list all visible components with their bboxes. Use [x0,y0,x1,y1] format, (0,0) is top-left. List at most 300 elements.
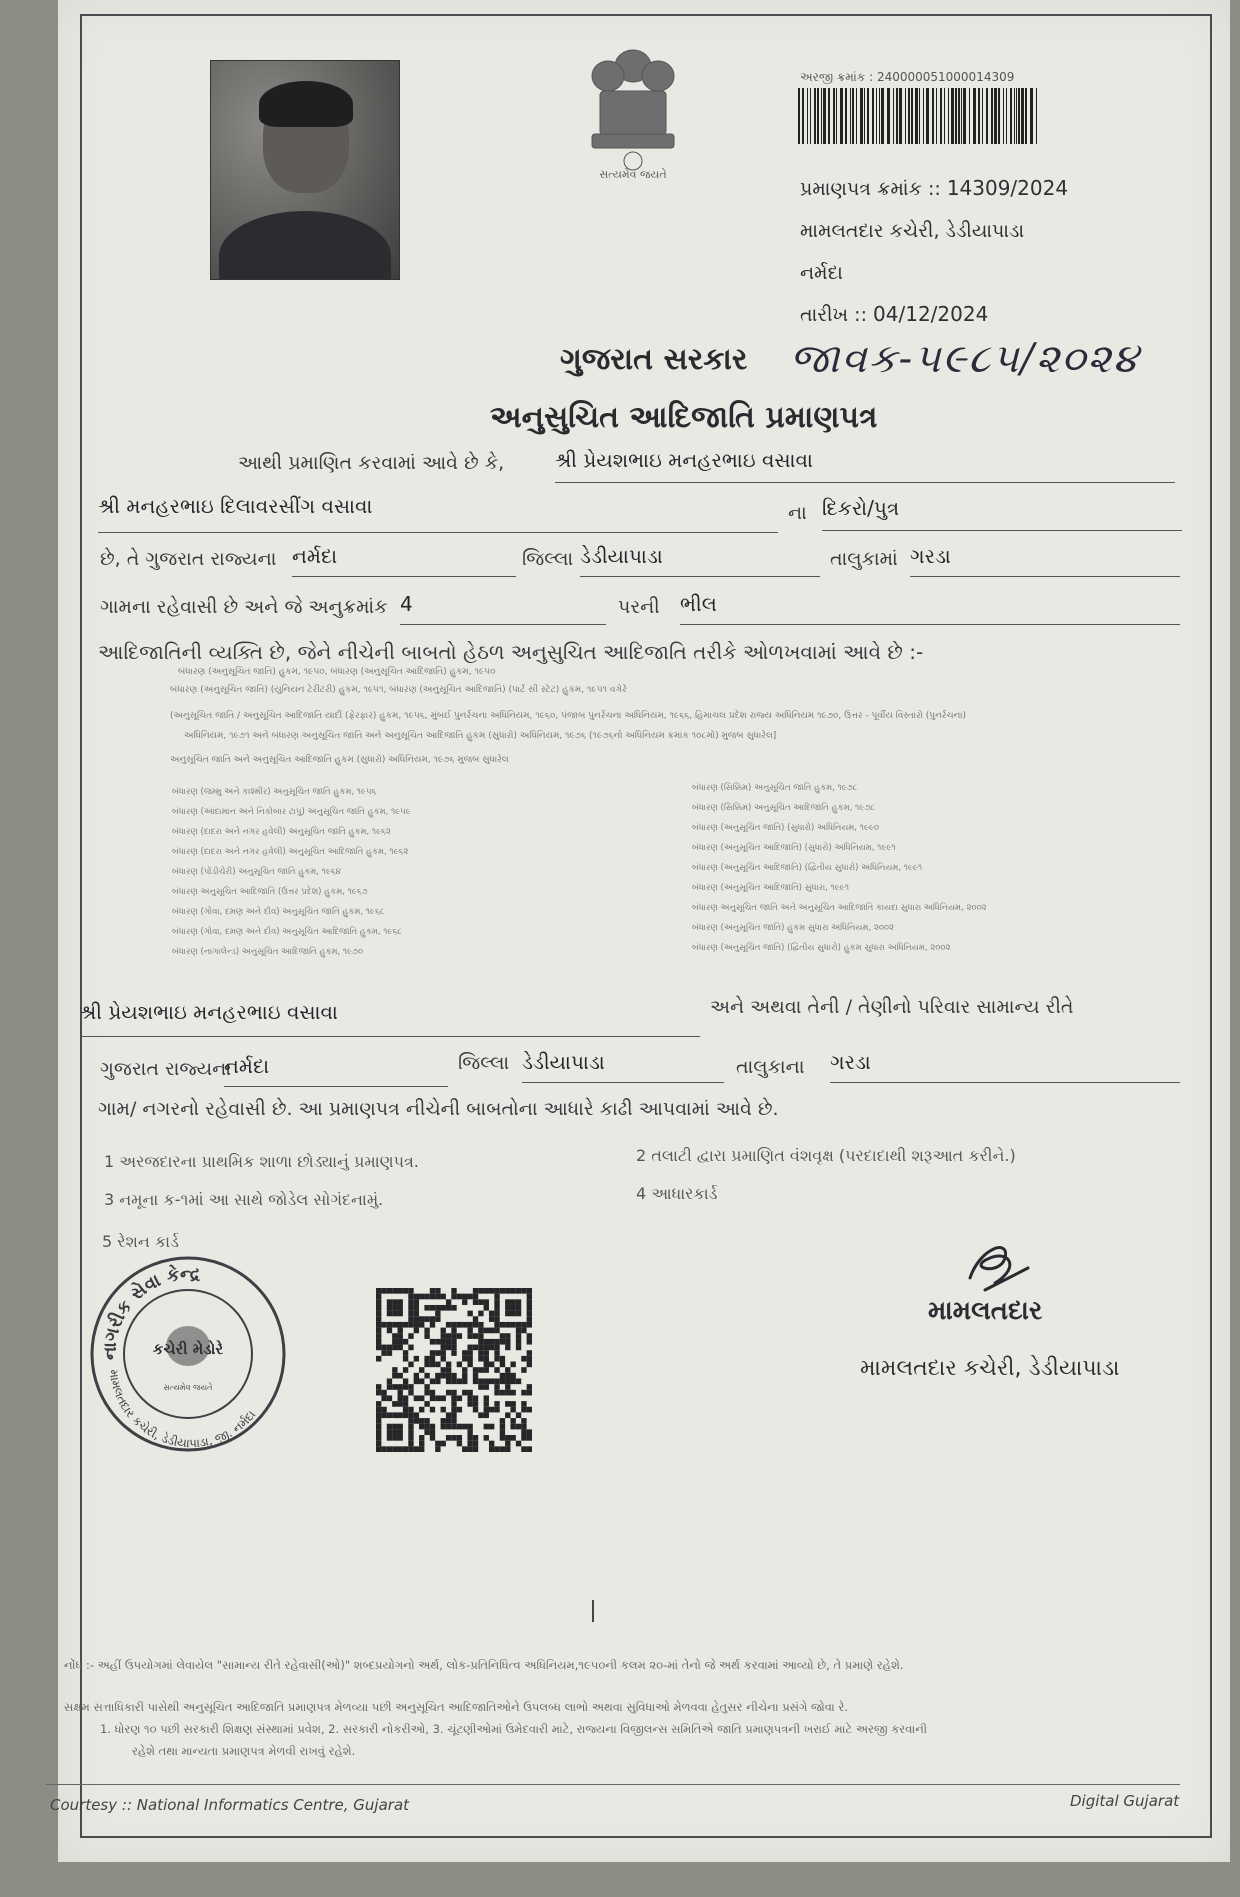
issuing-office: મામલતદાર કચેરી, ડેડીયાપાડા [800,220,1025,242]
qr-module [451,1333,456,1339]
barcode-bar [926,88,929,144]
qr-module [424,1424,429,1430]
qr-module [467,1435,472,1441]
qr-module [398,1299,403,1305]
qr-module [462,1378,467,1384]
qr-module [510,1418,515,1424]
qr-module [392,1435,397,1441]
note-line: રહેશે તથા માન્યતા પ્રમાણપત્ર મેળવી રાખવું રહેશે. [132,1744,356,1758]
qr-module [419,1322,424,1328]
barcode-bar [905,88,906,144]
barcode-bar [955,88,957,144]
district-label: જિલ્લા [522,548,574,570]
qr-module [510,1362,515,1368]
barcode-bar [923,88,924,144]
qr-module [500,1356,505,1362]
qr-module [527,1390,532,1396]
qr-module [484,1435,489,1441]
schedule-item: બંધારણ (નાગાલેન્ડ) અનુસૂચિત આદિજાતિ હુકમ, ૧૯૭૦ [172,947,364,957]
qr-module [387,1311,392,1317]
qr-module [505,1441,510,1447]
barcode-bar [814,88,816,144]
qr-module [376,1299,381,1305]
qr-module [462,1446,467,1452]
applicant-photo [210,60,400,280]
barcode-bar [1003,88,1004,144]
qr-module [398,1305,403,1311]
qr-module [462,1322,467,1328]
qr-module [484,1378,489,1384]
qr-module [467,1390,472,1396]
signatory-office: મામલતદાર કચેરી, ડેડીયાપાડા [860,1356,1120,1381]
qr-module [403,1395,408,1401]
qr-module [392,1446,397,1452]
village-value-2: ગરડા [830,1050,1180,1083]
qr-module [484,1395,489,1401]
qr-module [398,1311,403,1317]
qr-module [467,1311,472,1317]
qr-module [392,1384,397,1390]
national-emblem-icon [578,36,688,186]
qr-module [505,1373,510,1379]
qr-module [387,1378,392,1384]
qr-module [446,1367,451,1373]
qr-module [467,1401,472,1407]
qr-module [489,1316,494,1322]
family-text: અને અથવા તેની / તેણીનો પરિવાર સામાન્ય રીતે [710,996,1074,1018]
qr-module [414,1316,419,1322]
qr-module [398,1384,403,1390]
qr-module [419,1424,424,1430]
barcode-bar [963,88,966,144]
barcode-bar [998,88,1000,144]
qr-module [435,1311,440,1317]
qr-module [510,1435,515,1441]
qr-module [494,1378,499,1384]
qr-module [408,1299,413,1305]
qr-module [451,1288,456,1294]
qr-module [473,1299,478,1305]
qr-module [489,1311,494,1317]
qr-module [500,1333,505,1339]
qr-module [473,1316,478,1322]
resident-text: ગામના રહેવાસી છે અને જે અનુક્રમાંક [100,596,388,618]
barcode-bar [1006,88,1007,144]
qr-module [392,1424,397,1430]
schedule-item: બંધારણ (આંદામાન અને નિકોબાર ટાપુ) અનુસૂચિત જાતિ હુકમ, ૧૯૫૯ [172,807,411,817]
qr-module [510,1407,515,1413]
date-label: તારીખ :: [800,304,867,326]
qr-module [489,1362,494,1368]
schedule-item: બંધારણ અનુસૂચિત જાતિ અને અનુસૂચિત આદિજાતિ કાયદા સુધારા અધિનિયમ, ૨૦૦૨ [692,903,987,913]
barcode-bar [982,88,983,144]
qr-module [451,1407,456,1413]
schedule-item: બંધારણ (અનુસૂચિત જાતિ) હુકમ સુધારા અધિનિયમ, ૨૦૦૨ [692,923,894,933]
barcode-bar [852,88,854,144]
qr-module [494,1407,499,1413]
qr-module [424,1333,429,1339]
qr-module [516,1299,521,1305]
qr-module [467,1441,472,1447]
qr-module [376,1429,381,1435]
qr-module [516,1378,521,1384]
qr-module [376,1390,381,1396]
barcode-bar [856,88,857,144]
qr-module [467,1345,472,1351]
qr-module [392,1367,397,1373]
qr-module [521,1322,526,1328]
qr-module [505,1322,510,1328]
qr-module [457,1395,462,1401]
qr-module [527,1339,532,1345]
qr-module [403,1367,408,1373]
qr-module [457,1362,462,1368]
qr-module [467,1350,472,1356]
qr-module [441,1441,446,1447]
qr-module [419,1294,424,1300]
qr-module [446,1373,451,1379]
qr-module [484,1384,489,1390]
qr-module [500,1288,505,1294]
qr-module [521,1418,526,1424]
qr-module [473,1345,478,1351]
barcode-bar [876,88,877,144]
qr-module [392,1412,397,1418]
qr-module [478,1288,483,1294]
qr-module [467,1395,472,1401]
qr-module [435,1441,440,1447]
qr-module [494,1328,499,1334]
qr-module [462,1350,467,1356]
qr-module [446,1418,451,1424]
qr-module [510,1378,515,1384]
qr-module [467,1322,472,1328]
qr-module [414,1328,419,1334]
qr-module [489,1441,494,1447]
qr-module [484,1412,489,1418]
village-value: ગરડા [910,544,1180,577]
note-line: નોંધ :- અહીં ઉપયોગમાં લેવાયેલ "સામાન્ય રીતે રહેવાસી(ઓ)" શબ્દપ્રયોગનો અર્થ, લોક-પ્રતિનિધિત્વ અધિનિયમ,૧૯૫૦ની કલમ ૨૦-માં તેનો જે અર્થ કરવામાં આવ્યો છે, તે પ્રમાણે રહેશે. [64,1658,904,1672]
qr-module [521,1401,526,1407]
footer-brand: Digital Gujarat [1070,1792,1180,1810]
district-value: નર્મદા [292,544,516,577]
qr-module [441,1350,446,1356]
document-item: 4 આધારકાર્ડ [636,1184,718,1203]
document-item: 3 નમૂના ક-૧માં આ સાથે જોડેલ સોગંદનામું. [104,1190,384,1209]
qr-module [414,1305,419,1311]
qr-module [408,1418,413,1424]
qr-module [392,1288,397,1294]
barcode-bar [1036,88,1037,144]
qr-module [446,1333,451,1339]
qr-module [457,1407,462,1413]
qr-module [489,1446,494,1452]
qr-module [521,1407,526,1413]
qr-module [414,1322,419,1328]
qr-module [505,1345,510,1351]
qr-module [430,1435,435,1441]
qr-module [403,1384,408,1390]
qr-module [441,1305,446,1311]
of-text: ના [788,502,807,524]
qr-module [435,1378,440,1384]
qr-module [392,1299,397,1305]
schedule-item: બંધારણ અનુસૂચિત આદિજાતિ (ઉત્તર પ્રદેશ) હુકમ, ૧૯૬૭ [172,887,368,897]
qr-module [489,1378,494,1384]
qr-module [467,1328,472,1334]
schedule-item: બંધારણ (ગોવા, દમણ અને દીવ) અનુસૂચિત જાતિ હુકમ, ૧૯૬૮ [172,907,385,917]
qr-module [516,1412,521,1418]
qr-module [398,1345,403,1351]
qr-module [516,1311,521,1317]
barcode-label: અરજી ક્રમાંક : 240000051000014309 [800,70,1015,84]
qr-module [408,1316,413,1322]
qr-module [478,1350,483,1356]
barcode-bar [833,88,835,144]
qr-module [516,1424,521,1430]
qr-module [462,1294,467,1300]
qr-module [451,1328,456,1334]
qr-module [435,1288,440,1294]
qr-module [500,1390,505,1396]
qr-module [419,1435,424,1441]
qr-module [521,1429,526,1435]
schedule-item: બંધારણ (સિક્કિમ) અનુસૂચિત આદિજાતિ હુકમ, ૧૯૭૮ [692,803,875,813]
qr-module [376,1407,381,1413]
qr-module [516,1328,521,1334]
qr-module [435,1373,440,1379]
qr-module [387,1322,392,1328]
qr-module [451,1390,456,1396]
qr-module [510,1322,515,1328]
qr-module [441,1345,446,1351]
qr-module [408,1345,413,1351]
qr-module [489,1328,494,1334]
qr-module [381,1407,386,1413]
serial-number: 4 [400,592,606,625]
qr-module [398,1401,403,1407]
qr-module [462,1356,467,1362]
qr-module [408,1384,413,1390]
qr-module [505,1367,510,1373]
barcode-bar [1030,88,1033,144]
qr-module [419,1446,424,1452]
qr-module [494,1384,499,1390]
qr-module [451,1350,456,1356]
barcode-bar [986,88,988,144]
qr-module [435,1294,440,1300]
qr-module [494,1311,499,1317]
par-text: પરની [618,596,660,618]
barcode-bar [893,88,894,144]
qr-module [424,1328,429,1334]
qr-module [527,1356,532,1362]
qr-module [510,1424,515,1430]
qr-module [430,1378,435,1384]
qr-module [478,1378,483,1384]
qr-module [376,1424,381,1430]
qr-module [376,1288,381,1294]
qr-module [484,1288,489,1294]
barcode-bar [879,88,880,144]
qr-module [424,1429,429,1435]
barcode-bar [887,88,890,144]
qr-module [478,1412,483,1418]
qr-module [430,1294,435,1300]
barcode-bar [961,88,962,144]
qr-module [521,1390,526,1396]
qr-module [446,1412,451,1418]
qr-module [462,1367,467,1373]
qr-module [505,1311,510,1317]
qr-module [376,1294,381,1300]
date-row [800,302,988,326]
qr-module [478,1339,483,1345]
qr-module [484,1407,489,1413]
qr-module [403,1356,408,1362]
qr-module [398,1373,403,1379]
qr-module [387,1384,392,1390]
qr-module [419,1367,424,1373]
qr-module [451,1322,456,1328]
qr-module [484,1350,489,1356]
seal-bottom-text: મામલતદાર કચેરી, ડેડીયાપાડા, જી. નર્મદા [106,1368,259,1451]
qr-module [381,1288,386,1294]
schedule-item: બંધારણ (ગોવા, દમણ અને દીવ) અનુસૂચિત આદિજાતિ હુકમ, ૧૯૬૮ [172,927,402,937]
qr-module [381,1446,386,1452]
qr-module [441,1395,446,1401]
qr-module [424,1294,429,1300]
state-text: છે, તે ગુજરાત રાજ્યના [100,548,277,570]
qr-module [500,1322,505,1328]
schedule-item: બંધારણ (સિક્કિમ) અનુસૂચિત જાતિ હુકમ, ૧૯૭૮ [692,783,858,793]
qr-module [505,1305,510,1311]
qr-module [510,1305,515,1311]
qr-module [484,1367,489,1373]
qr-module [478,1311,483,1317]
qr-module [414,1446,419,1452]
qr-module [435,1316,440,1322]
qr-module [435,1395,440,1401]
qr-module [500,1339,505,1345]
qr-module [376,1322,381,1328]
barcode-bar [836,88,837,144]
qr-module [451,1435,456,1441]
qr-module [381,1345,386,1351]
footer-divider [46,1784,1180,1785]
qr-module [527,1435,532,1441]
qr-module [500,1362,505,1368]
qr-module [398,1435,403,1441]
qr-module [419,1418,424,1424]
certificate-title: અનુસુચિત આદિજાતિ પ્રમાણપત્ર [490,400,878,435]
barcode-bar [911,88,913,144]
qr-module [398,1424,403,1430]
qr-module [521,1356,526,1362]
qr-module [527,1384,532,1390]
signatory-title: મામલતદાર [928,1296,1043,1326]
qr-module [451,1339,456,1345]
qr-module [387,1350,392,1356]
qr-module [408,1311,413,1317]
qr-module [408,1446,413,1452]
qr-module [392,1322,397,1328]
qr-module [398,1339,403,1345]
qr-module [398,1333,403,1339]
qr-module [473,1435,478,1441]
footer-courtesy: Courtesy :: National Informatics Centre, Gujarat [50,1796,410,1814]
qr-module [494,1299,499,1305]
tribe-value: ભીલ [680,592,1180,625]
qr-module [516,1345,521,1351]
qr-module [403,1288,408,1294]
barcode-bar [951,88,954,144]
barcode-bar [973,88,976,144]
barcode-bar [994,88,997,144]
father-name: શ્રી મનહરભાઇ દિલાવરસીંગ વસાવા [98,494,778,533]
qr-module [510,1401,515,1407]
pen-mark [592,1600,594,1622]
qr-module [441,1339,446,1345]
qr-module [494,1322,499,1328]
issuing-district: નર્મદા [800,262,843,284]
qr-module [441,1333,446,1339]
qr-module [414,1378,419,1384]
qr-module [489,1345,494,1351]
qr-module [408,1441,413,1447]
certificate-number-row [800,176,1068,200]
barcode-bar [1025,88,1027,144]
barcode-bar [932,88,934,144]
qr-module [403,1322,408,1328]
qr-module [473,1333,478,1339]
schedule-item: બંધારણ (દાદરા અને નગર હવેલી) અનુસૂચિત જાતિ હુકમ, ૧૯૬૨ [172,827,391,837]
qr-module [527,1316,532,1322]
qr-module [462,1424,467,1430]
barcode-bar [823,88,826,144]
taluka-label-2: તાલુકાના [736,1056,805,1078]
qr-module [457,1424,462,1430]
qr-module [376,1339,381,1345]
qr-module [462,1299,467,1305]
qr-module [392,1373,397,1379]
qr-module [516,1333,521,1339]
qr-module [446,1339,451,1345]
qr-module [403,1412,408,1418]
qr-module [381,1390,386,1396]
qr-module [484,1339,489,1345]
qr-module [435,1305,440,1311]
qr-module [424,1305,429,1311]
qr-module [467,1294,472,1300]
qr-module [376,1316,381,1322]
qr-module [478,1367,483,1373]
district-label-2: જિલ્લા [458,1052,510,1074]
qr-module [500,1418,505,1424]
qr-module [446,1390,451,1396]
qr-module [403,1446,408,1452]
qr-module [446,1305,451,1311]
qr-module [387,1429,392,1435]
qr-module [424,1384,429,1390]
qr-module [408,1435,413,1441]
qr-module [408,1412,413,1418]
qr-module [510,1311,515,1317]
applicant-name: શ્રી પ્રેયશભાઇ મનહરભાઇ વસાવા [555,448,1175,483]
qr-module [484,1345,489,1351]
barcode-bar [1021,88,1024,144]
barcode-bar [840,88,843,144]
